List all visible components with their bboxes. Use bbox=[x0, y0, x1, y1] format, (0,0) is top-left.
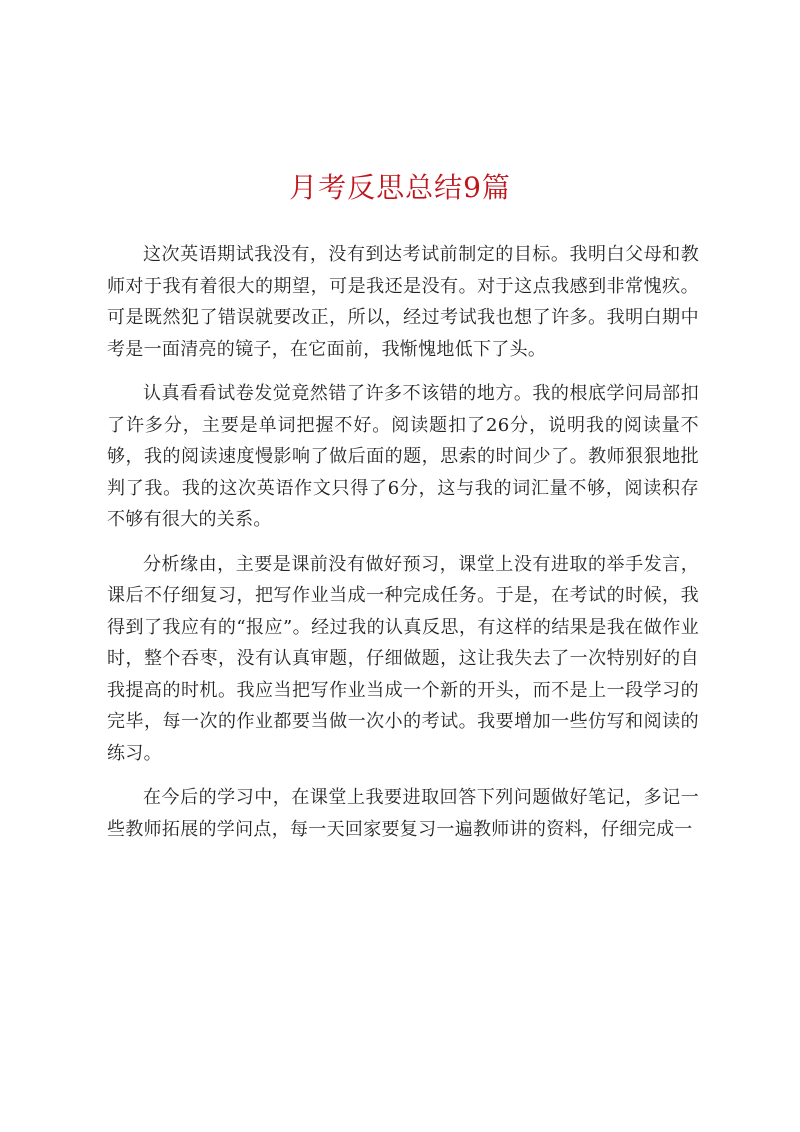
page-title: 月考反思总结9篇 bbox=[289, 171, 511, 204]
paragraph-2: 认真看看试卷发觉竟然错了许多不该错的地方。我的根底学问局部扣了许多分，主要是单词把握不好。阅读题扣了26分，说明我的阅读量不够，我的阅读速度慢影响了做后面的题，思索的时间少了。教师狠狠地批判了我。我的这次英语作文只得了6分，这与我的词汇量不够，阅读积存不够有很大的关系。 bbox=[107, 383, 699, 530]
paragraph-4: 在今后的学习中，在课堂上我要进取回答下列问题做好笔记，多记一些教师拓展的学问点，每一天回家要复习一遍教师讲的资料，仔细完成一 bbox=[107, 787, 699, 840]
document-body bbox=[107, 239, 699, 858]
paragraph-1: 这次英语期试我没有，没有到达考试前制定的目标。我明白父母和教师对于我有着很大的期望，可是我还是没有。对于这点我感到非常愧疚。可是既然犯了错误就要改正，所以，经过考试我也想了许多。我明白期中考是一面清亮的镜子，在它面前，我惭愧地低下了头。 bbox=[107, 244, 699, 360]
paragraph-3: 分析缘由，主要是课前没有做好预习，课堂上没有进取的举手发言，课后不仔细复习，把写作业当成一种完成任务。于是，在考试的时候，我得到了我应有的“报应”。经过我的认真反思，有这样的结果是我在做作业时，整个吞枣，没有认真审题，仔细做题，这让我失去了一次特别好的自我提高的时机。我应当把写作业当成一个新的开头，而不是上一段学习的完毕，每一次的作业都要当做一次小的考试。我要增加一些仿写和阅读的练习。 bbox=[107, 553, 699, 764]
